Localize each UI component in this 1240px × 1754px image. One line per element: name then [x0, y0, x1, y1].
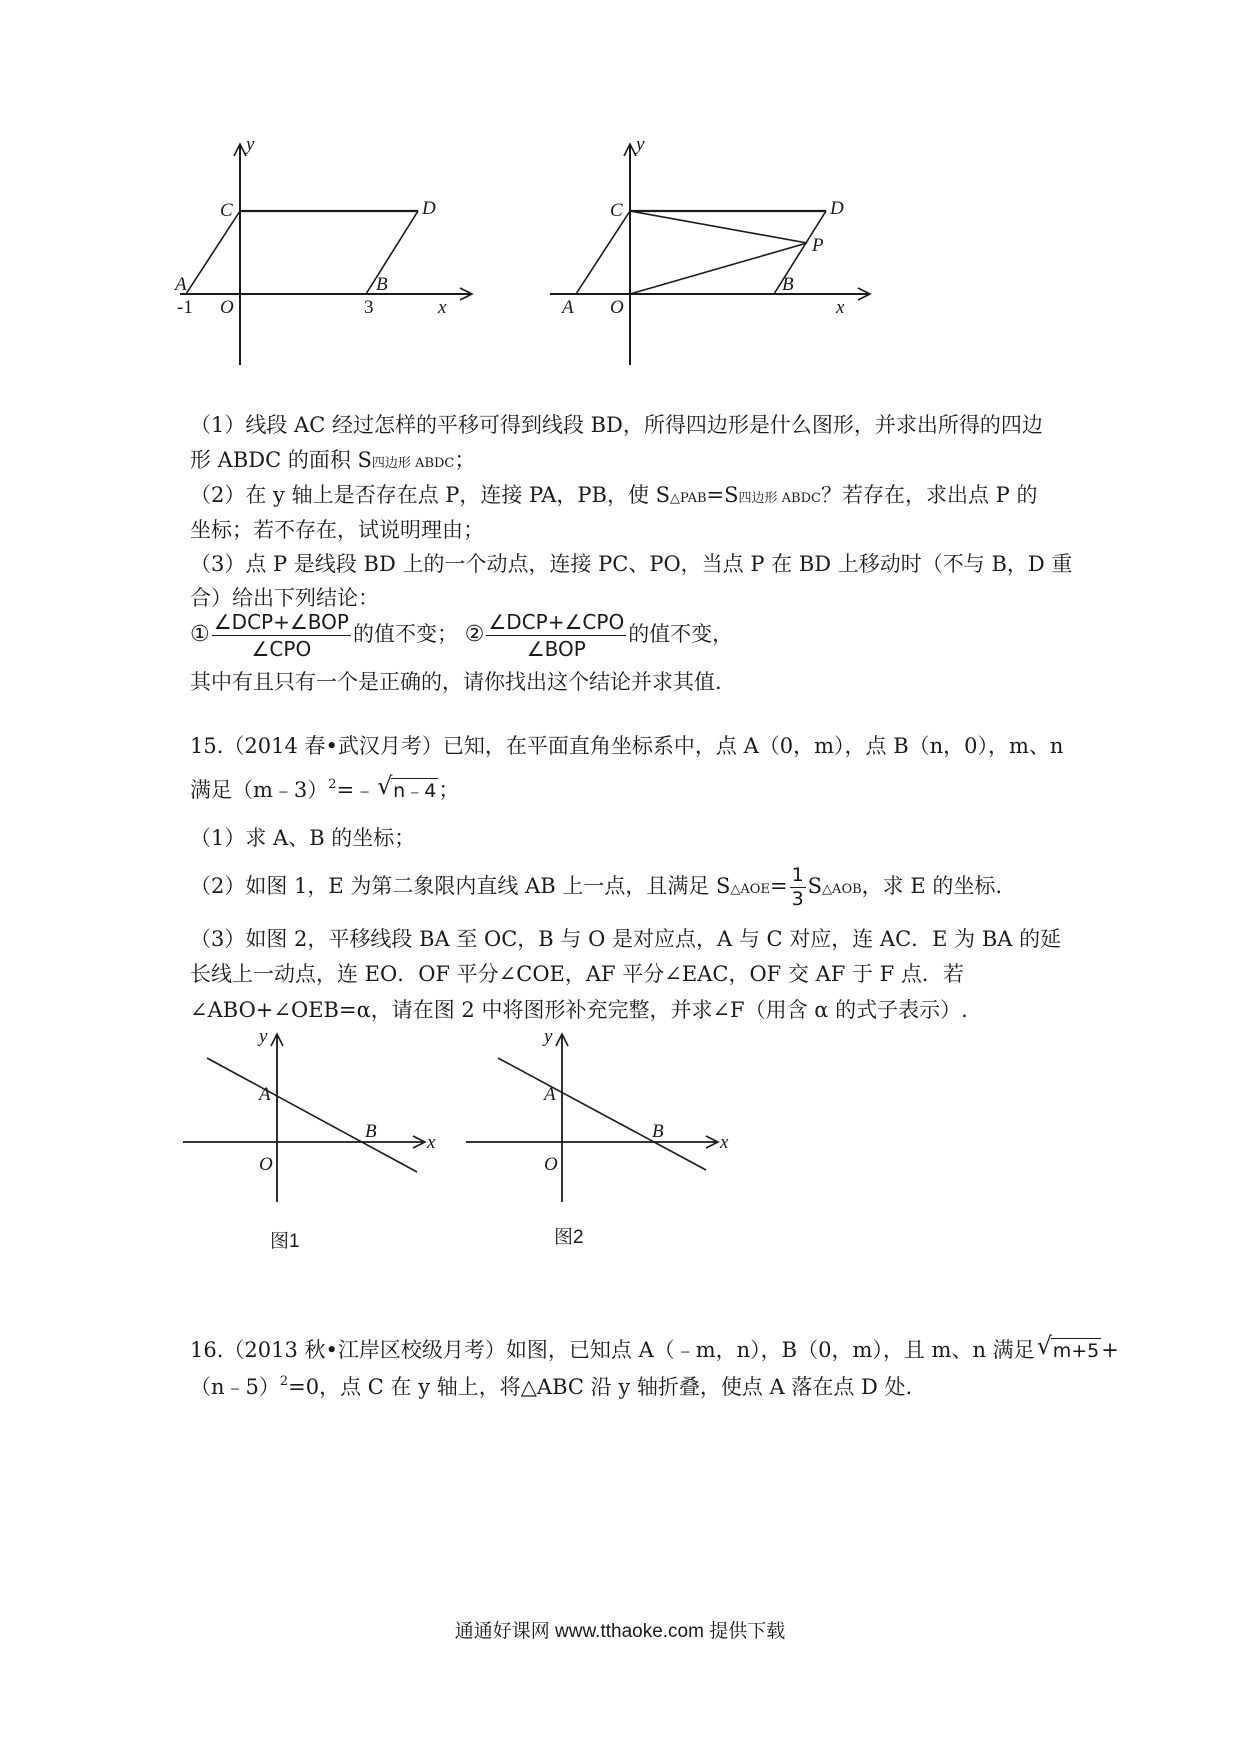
label-x: x — [438, 297, 447, 318]
label-o: O — [544, 1154, 558, 1175]
q15-line1: 15.（2014 春•武汉月考）已知，在平面直角坐标系中，点 A（0，m），点 B（n，0），m、n — [190, 734, 1064, 758]
figure-parallelogram-with-p — [550, 130, 880, 370]
label-y: y — [544, 1026, 553, 1047]
sqrt-n-minus-4: √ n﹣4 — [377, 772, 437, 802]
q14-part1-line2: 形 ABDC 的面积 S四边形 ABDC； — [190, 448, 476, 472]
label-b: B — [782, 274, 794, 295]
fraction-one-third: $\frac{1}{3}$ — [791, 864, 804, 910]
label-a: A — [175, 274, 187, 295]
label-b: B — [652, 1121, 664, 1142]
label-3: 3 — [364, 297, 374, 318]
label-o: O — [220, 297, 234, 318]
figure-1 — [183, 1020, 443, 1205]
label-b: B — [365, 1121, 377, 1142]
figure-parallelogram-abdc — [175, 130, 490, 370]
q14-part2-line1: （2）在 y 轴上是否存在点 P，连接 PA，PB，使 S△PAB=S四边形 ABDC？若存在，求出点 P 的 — [190, 483, 1038, 507]
figure-1-caption: 图1 — [270, 1231, 300, 1252]
sqrt-m-plus-5: √ m+5 — [1036, 1332, 1100, 1362]
label-p: P — [812, 235, 824, 256]
segment-ac — [186, 211, 240, 294]
segment-ac — [576, 211, 630, 294]
q14-part3-line1: （3）点 P 是线段 BD 上的一个动点，连接 PC、PO，当点 P 在 BD 上移动时（不与 B，D 重 — [190, 552, 1073, 576]
label-x: x — [836, 297, 845, 318]
line-ab — [207, 1058, 417, 1172]
label-a: A — [544, 1084, 556, 1105]
q15-part2: （2）如图 1，E 为第二象限内直线 AB 上一点，且满足 S△AOE= $\frac{1}{3}$ S△AOB，求 E 的坐标. — [190, 864, 1003, 910]
conclusion-2-fraction: $\frac{\text{∠DCP+∠CPO}}{\text{∠BOP}}$ — [488, 610, 625, 661]
label-y: y — [246, 134, 255, 155]
label-o: O — [259, 1154, 273, 1175]
label-c: C — [610, 200, 623, 221]
label-x: x — [720, 1132, 729, 1153]
label-b: B — [376, 274, 388, 295]
q14-conclusion-task: 其中有且只有一个是正确的，请你找出这个结论并求其值. — [190, 670, 722, 694]
q14-part2-line2: 坐标；若不存在，试说明理由； — [190, 518, 484, 542]
q15-part3-line3: ∠ABO+∠OEB=α，请在图 2 中将图形补充完整，并求∠F（用含 α 的式子表示）. — [190, 998, 968, 1022]
label-a: A — [562, 297, 574, 318]
label-x: x — [427, 1132, 436, 1153]
label-neg1: -1 — [177, 297, 193, 318]
figure-2-caption: 图2 — [554, 1227, 584, 1248]
label-d: D — [830, 198, 844, 219]
conclusion-1-fraction: $\frac{\text{∠DCP+∠BOP}}{\text{∠CPO}}$ — [213, 610, 349, 661]
q15-part1: （1）求 A、B 的坐标； — [190, 826, 416, 850]
label-o: O — [610, 297, 624, 318]
label-y: y — [259, 1026, 268, 1047]
footer-source: 通通好课网 www.tthaoke.com 提供下载 — [454, 1621, 786, 1642]
q14-part3-line2: 合）给出下列结论： — [190, 586, 379, 610]
label-a: A — [259, 1084, 271, 1105]
segment-op — [630, 243, 807, 294]
label-y: y — [636, 134, 645, 155]
q16-line2: （n﹣5）$^2$=0，点 C 在 y 轴上，将△ABC 沿 y 轴折叠，使点 A 落在点 D 处. — [190, 1374, 913, 1399]
q15-part3-line2: 长线上一动点，连 EO．OF 平分∠COE，AF 平分∠EAC，OF 交 AF 于 F 点．若 — [190, 962, 964, 986]
q14-conclusions: ① $\frac{\text{∠DCP+∠BOP}}{\text{∠CPO}}$ 的值不变； ② $\frac{\text{∠DCP+∠CPO}}{\text{∠BOP}}$ 的值不变， — [190, 610, 734, 661]
figure-2 — [466, 1020, 736, 1205]
q14-part1-line1: （1）线段 AC 经过怎样的平移可得到线段 BD，所得四边形是什么图形，并求出所得的四边 — [190, 413, 1043, 437]
segment-bd — [366, 211, 418, 294]
q16-line1: 16.（2013 秋•江岸区校级月考）如图，已知点 A（﹣m，n），B（0，m），且 m、n 满足 √ m+5+ — [190, 1332, 1119, 1362]
segment-cp — [630, 211, 807, 243]
line-ab — [498, 1058, 706, 1170]
q15-line2: 满足（m﹣3）$^2$=﹣ √ n﹣4； — [190, 772, 460, 802]
label-d: D — [422, 198, 436, 219]
q15-part3-line1: （3）如图 2，平移线段 BA 至 OC，B 与 O 是对应点，A 与 C 对应，连 AC．E 为 BA 的延 — [190, 927, 1062, 951]
label-c: C — [220, 200, 233, 221]
conclusion-1-marker: ① — [190, 622, 210, 647]
conclusion-2-marker: ② — [464, 622, 485, 647]
